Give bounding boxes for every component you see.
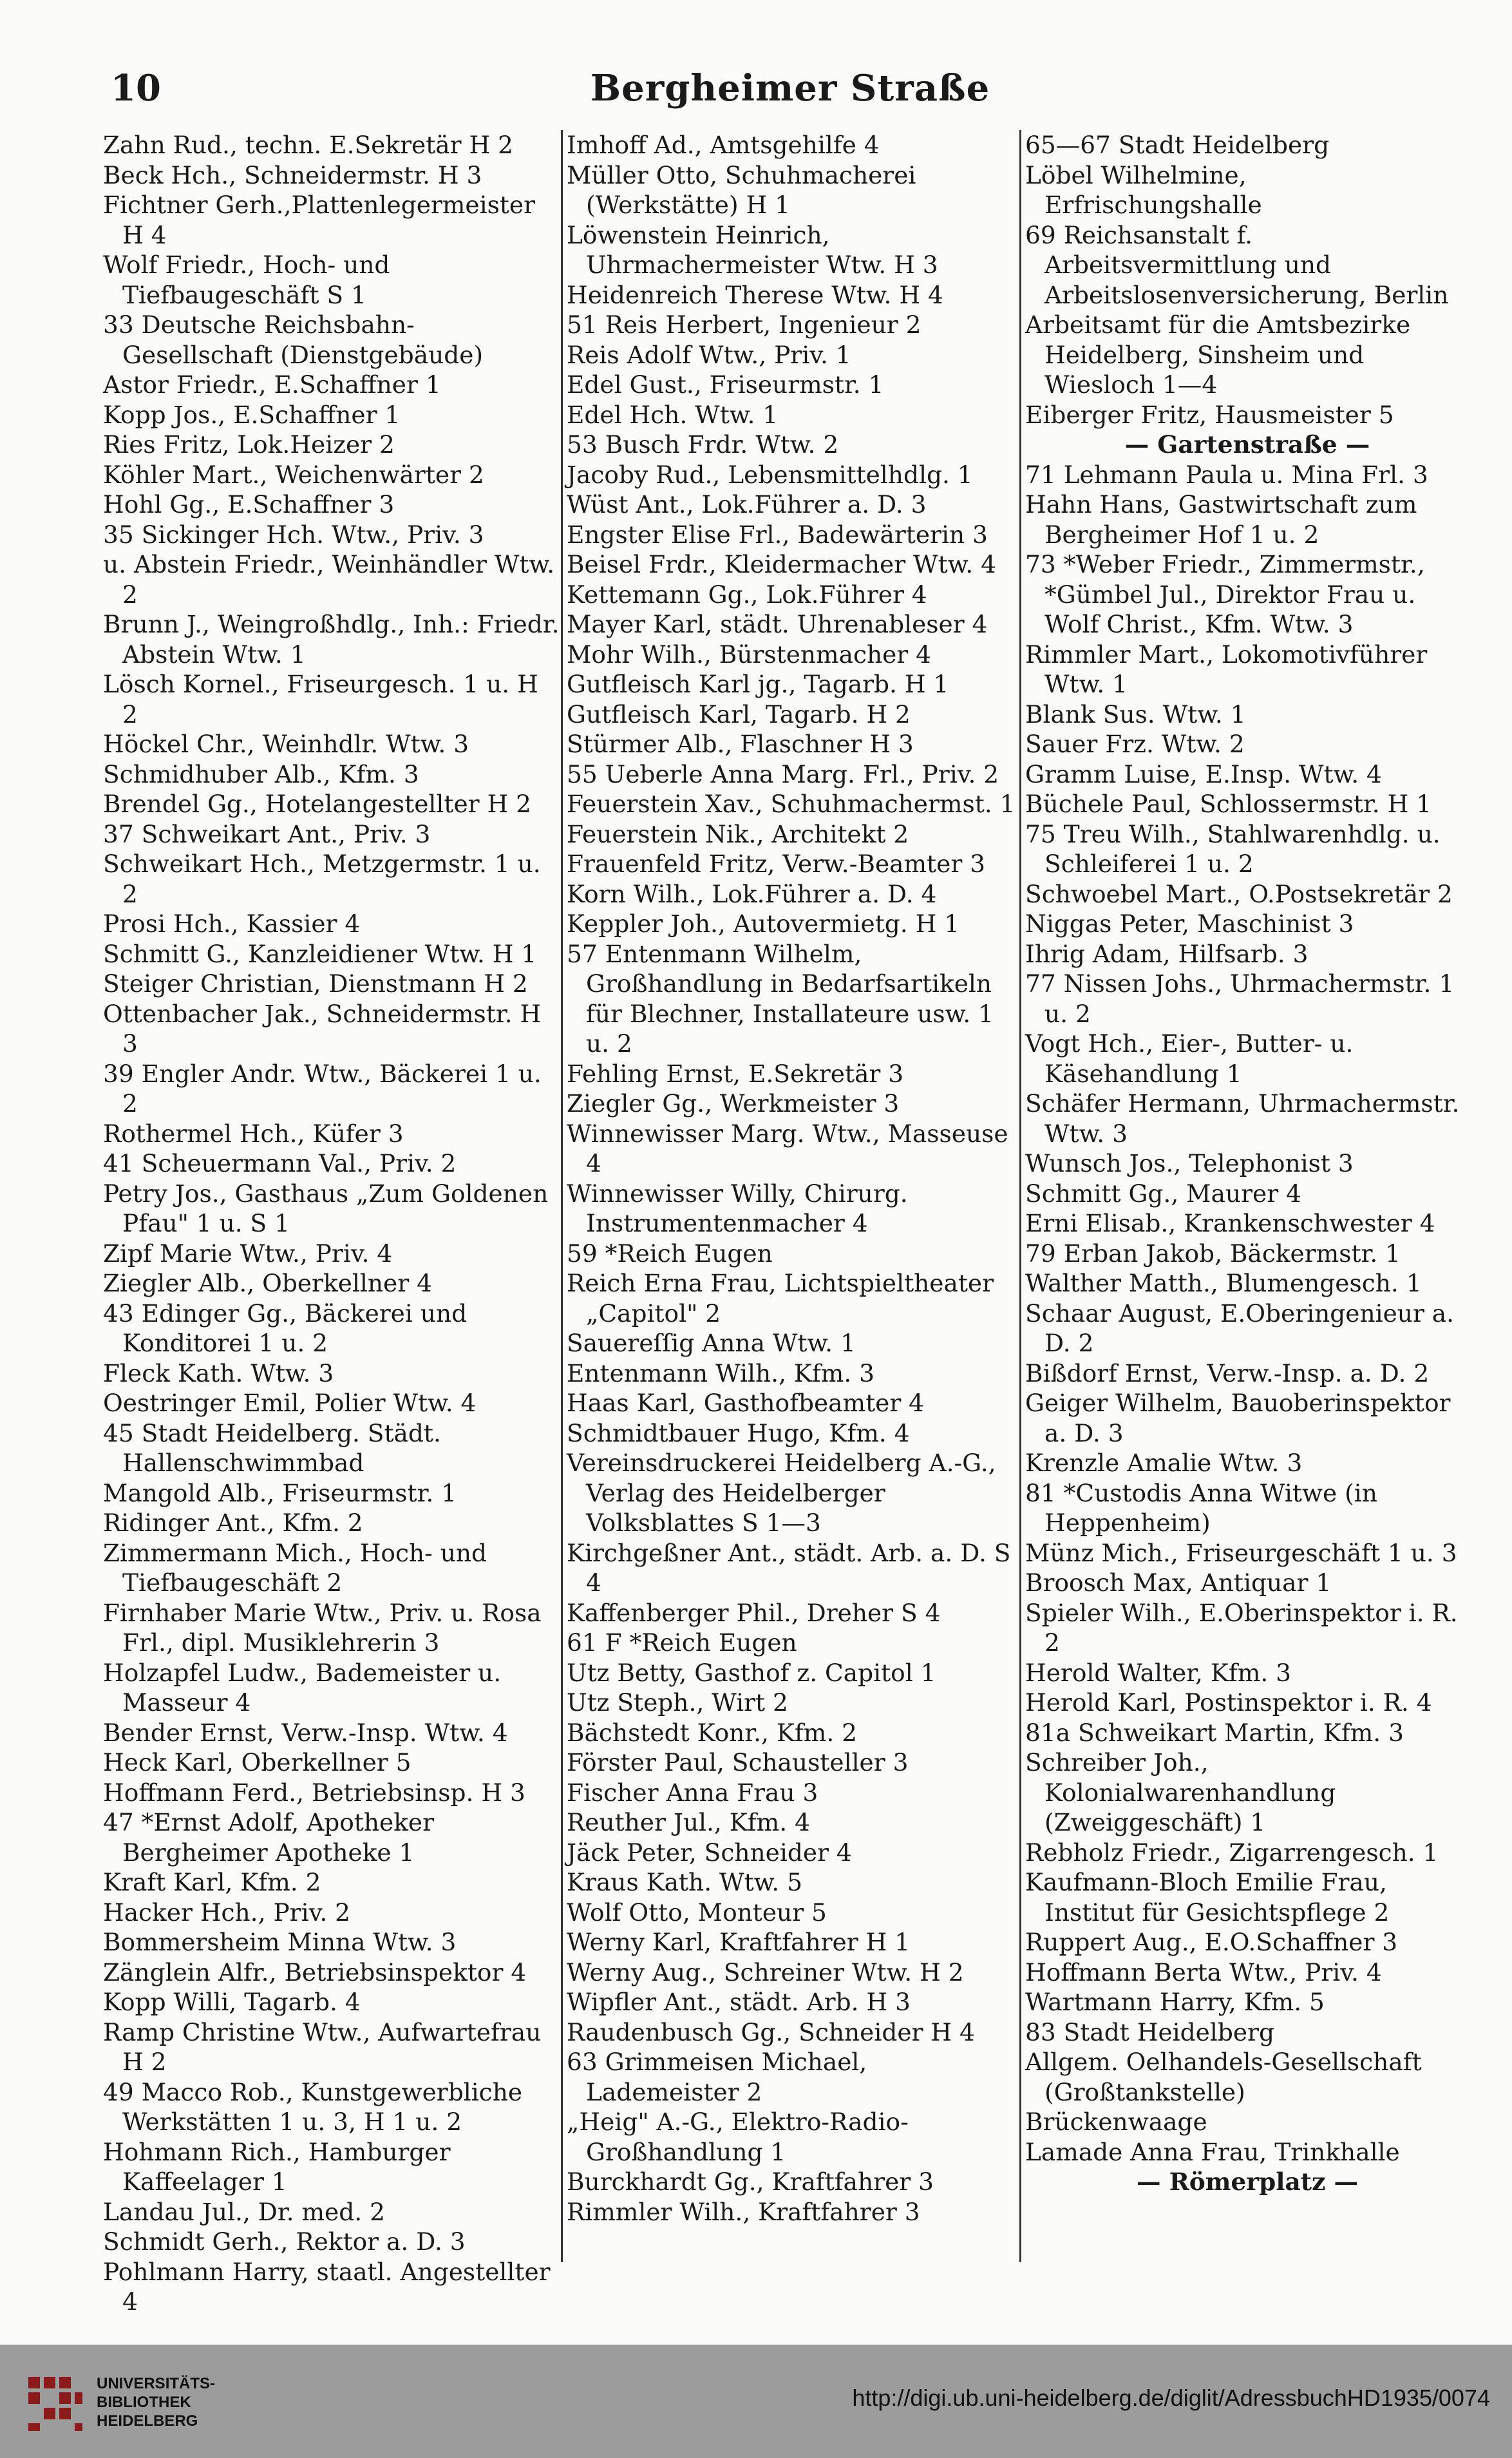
- directory-entry: Prosi Hch., Kassier 4: [103, 910, 361, 938]
- directory-entry: — Gartenstraße —: [1124, 430, 1370, 459]
- directory-entry: Utz Steph., Wirt 2: [567, 1688, 788, 1717]
- directory-entry: Zahn Rud., techn. E.Sekretär H 2: [103, 131, 513, 159]
- directory-entry: Förster Paul, Schausteller 3: [567, 1748, 909, 1777]
- directory-entry: Arbeitsamt für die Amtsbezirke Heidelberg, Sinsheim und Wiesloch 1—4: [1025, 310, 1411, 399]
- directory-entry: Bender Ernst, Verw.-Insp. Wtw. 4: [103, 1718, 508, 1747]
- directory-entry: Allgem. Oelhandels-Gesellschaft (Großtankstelle): [1025, 2048, 1422, 2106]
- directory-entry: Schreiber Joh., Kolonialwarenhandlung (Zweiggeschäft) 1: [1025, 1748, 1336, 1836]
- directory-entry: Keppler Joh., Autovermietg. H 1: [567, 910, 960, 938]
- directory-entry: Köhler Mart., Weichenwärter 2: [103, 460, 484, 489]
- directory-entry: Ramp Christine Wtw., Aufwartefrau H 2: [103, 2017, 542, 2076]
- directory-entry: 81 *Custodis Anna Witwe (in Heppenheim): [1025, 1478, 1377, 1537]
- directory-entry: 81a Schweikart Martin, Kfm. 3: [1025, 1718, 1404, 1747]
- directory-entry: Kopp Willi, Tagarb. 4: [103, 1988, 361, 2016]
- directory-entry: Rimmler Mart., Lokomotivführer Wtw. 1: [1025, 640, 1428, 698]
- directory-entry: Zänglein Alfr., Betriebsinspektor 4: [103, 1958, 527, 1986]
- directory-entry: Burckhardt Gg., Kraftfahrer 3: [567, 2167, 934, 2196]
- directory-entry: Stürmer Alb., Flaschner H 3: [567, 730, 914, 758]
- directory-entry: Sauer Frz. Wtw. 2: [1025, 730, 1245, 758]
- directory-entry: 59 *Reich Eugen: [567, 1239, 773, 1268]
- directory-entry: Schwoebel Mart., O.Postsekretär 2: [1025, 879, 1453, 908]
- directory-entry: Edel Gust., Friseurmstr. 1: [567, 370, 884, 399]
- directory-entry: Müller Otto, Schuhmacherei (Werkstätte) H 1: [567, 160, 916, 219]
- directory-entry: Petry Jos., Gasthaus „Zum Goldenen Pfau" 1 u. S 1: [103, 1179, 549, 1237]
- directory-entry: Schaar August, E.Oberingenieur a. D. 2: [1025, 1299, 1455, 1357]
- directory-entry: Zipf Marie Wtw., Priv. 4: [103, 1239, 393, 1268]
- column-divider: [1019, 130, 1021, 2262]
- directory-entry: Landau Jul., Dr. med. 2: [103, 2197, 385, 2226]
- directory-entry: Hoffmann Berta Wtw., Priv. 4: [1025, 1958, 1382, 1986]
- directory-entry: Schäfer Hermann, Uhrmachermstr. Wtw. 3: [1025, 1089, 1460, 1148]
- directory-entry: Münz Mich., Friseurgeschäft 1 u. 3: [1025, 1538, 1457, 1567]
- directory-entry: Winnewisser Marg. Wtw., Masseuse 4: [567, 1119, 1008, 1177]
- viewer-footer: [0, 2345, 1512, 2458]
- directory-entry: Fleck Kath. Wtw. 3: [103, 1358, 334, 1387]
- directory-entry: Korn Wilh., Lok.Führer a. D. 4: [567, 879, 937, 908]
- directory-entry: 69 Reichsanstalt f. Arbeitsvermittlung und Arbeitslosenversicherung, Berlin: [1025, 220, 1449, 309]
- directory-entry: Höckel Chr., Weinhdlr. Wtw. 3: [103, 730, 469, 758]
- directory-entry: Haas Karl, Gasthofbeamter 4: [567, 1389, 925, 1417]
- directory-entry: 41 Scheuermann Val., Priv. 2: [103, 1149, 457, 1177]
- directory-entry: Geiger Wilhelm, Bauoberinspektor a. D. 3: [1025, 1389, 1451, 1447]
- directory-entry: Holzapfel Ludw., Bademeister u. Masseur 4: [103, 1658, 502, 1717]
- directory-entry: Krenzle Amalie Wtw. 3: [1025, 1449, 1303, 1477]
- directory-entry: 61 F *Reich Eugen: [567, 1628, 797, 1657]
- directory-entry: Ottenbacher Jak., Schneidermstr. H 3: [103, 999, 542, 1058]
- directory-entry: Brendel Gg., Hotelangestellter H 2: [103, 790, 531, 818]
- directory-entry: Spieler Wilh., E.Oberinspektor i. R. 2: [1025, 1598, 1458, 1657]
- directory-entry: 73 *Weber Friedr., Zimmermstr., *Gümbel Jul., Direktor Frau u. Wolf Christ., Kfm. Wtw. 3: [1025, 550, 1425, 638]
- directory-entry: Wartmann Harry, Kfm. 5: [1025, 1988, 1325, 2016]
- directory-entry: 53 Busch Frdr. Wtw. 2: [567, 430, 839, 459]
- directory-entry: Astor Friedr., E.Schaffner 1: [103, 370, 441, 399]
- directory-entry: Brunn J., Weingroßhdlg., Inh.: Friedr. Abstein Wtw. 1: [103, 610, 560, 669]
- directory-entry: Kettemann Gg., Lok.Führer 4: [567, 580, 927, 609]
- directory-column-1: [103, 130, 560, 2316]
- directory-entry: 45 Stadt Heidelberg. Städt. Hallenschwimmbad: [103, 1418, 441, 1477]
- directory-entry: Lamade Anna Frau, Trinkhalle: [1025, 2137, 1400, 2166]
- directory-entry: Wüst Ant., Lok.Führer a. D. 3: [567, 490, 927, 519]
- directory-entry: 43 Edinger Gg., Bäckerei und Konditorei 1 u. 2: [103, 1299, 468, 1357]
- directory-entry: Wipfler Ant., städt. Arb. H 3: [567, 1988, 911, 2016]
- directory-entry: Wolf Otto, Monteur 5: [567, 1898, 827, 1927]
- directory-entry: Niggas Peter, Maschinist 3: [1025, 910, 1354, 938]
- directory-entry: Vogt Hch., Eier-, Butter- u. Käsehandlung 1: [1025, 1029, 1354, 1088]
- directory-entry: Firnhaber Marie Wtw., Priv. u. Rosa Frl., dipl. Musiklehrerin 3: [103, 1598, 542, 1657]
- directory-entry: — Römerplatz —: [1137, 2167, 1358, 2196]
- library-name: [97, 2374, 264, 2430]
- directory-entry: Ziegler Alb., Oberkellner 4: [103, 1269, 432, 1297]
- directory-entry: Rothermel Hch., Küfer 3: [103, 1119, 404, 1148]
- directory-entry: Ruppert Aug., E.O.Schaffner 3: [1025, 1928, 1398, 1956]
- directory-entry: Fischer Anna Frau 3: [567, 1778, 818, 1807]
- directory-entry: Kopp Jos., E.Schaffner 1: [103, 400, 401, 429]
- directory-entry: 75 Treu Wilh., Stahlwarenhdlg. u. Schleiferei 1 u. 2: [1025, 819, 1441, 878]
- directory-entry: u. Abstein Friedr., Weinhändler Wtw. 2: [103, 550, 555, 609]
- directory-entry: Kirchgeßner Ant., städt. Arb. a. D. S 4: [567, 1538, 1011, 1597]
- directory-entry: Heidenreich Therese Wtw. H 4: [567, 280, 943, 309]
- directory-entry: 49 Macco Rob., Kunstgewerbliche Werkstätten 1 u. 3, H 1 u. 2: [103, 2077, 523, 2136]
- directory-entry: 63 Grimmeisen Michael, Lademeister 2: [567, 2048, 867, 2106]
- directory-entry: Oestringer Emil, Polier Wtw. 4: [103, 1389, 477, 1417]
- directory-entry: Schmidhuber Alb., Kfm. 3: [103, 759, 419, 788]
- directory-entry: Bächstedt Konr., Kfm. 2: [567, 1718, 858, 1747]
- directory-entry: 57 Entenmann Wilhelm, Großhandlung in Bedarfsartikeln für Blechner, Installateure usw. 1 u. 2: [567, 939, 994, 1058]
- library-name-line: HEIDELBERG: [97, 2412, 198, 2430]
- directory-entry: 39 Engler Andr. Wtw., Bäckerei 1 u. 2: [103, 1059, 542, 1118]
- directory-entry: 47 *Ernst Adolf, Apotheker Bergheimer Apotheke 1: [103, 1808, 435, 1867]
- directory-entry: 51 Reis Herbert, Ingenieur 2: [567, 310, 921, 339]
- directory-entry: Zimmermann Mich., Hoch- und Tiefbaugeschäft 2: [103, 1538, 487, 1597]
- directory-entry: Entenmann Wilh., Kfm. 3: [567, 1358, 875, 1387]
- directory-entry: Kaufmann-Bloch Emilie Frau, Institut für Gesichtspflege 2: [1025, 1868, 1390, 1927]
- directory-entry: Herold Karl, Postinspektor i. R. 4: [1025, 1688, 1432, 1717]
- directory-entry: Sauereſſig Anna Wtw. 1: [567, 1329, 856, 1357]
- directory-entry: Vereinsdruckerei Heidelberg A.-G., Verlag des Heidelberger Volksblattes S 1—3: [567, 1449, 996, 1537]
- directory-entry: Wolf Friedr., Hoch- und Tiefbaugeschäft S 1: [103, 251, 390, 309]
- directory-entry: Ziegler Gg., Werkmeister 3: [567, 1089, 900, 1118]
- directory-entry: Jacoby Rud., Lebensmittelhdlg. 1: [567, 460, 973, 489]
- directory-column-2: [567, 130, 1017, 2262]
- directory-entry: Schweikart Hch., Metzgermstr. 1 u. 2: [103, 850, 541, 908]
- directory-entry: Beisel Frdr., Kleidermacher Wtw. 4: [567, 550, 996, 578]
- directory-entry: Löwenstein Heinrich, Uhrmachermeister Wtw. H 3: [567, 220, 938, 279]
- directory-entry: 35 Sickinger Hch. Wtw., Priv. 3: [103, 520, 484, 549]
- directory-column-3: [1025, 130, 1469, 2262]
- directory-entry: 33 Deutsche Reichsbahn-Gesellschaft (Dienstgebäude): [103, 310, 484, 369]
- directory-entry: 65—67 Stadt Heidelberg: [1025, 131, 1330, 159]
- directory-entry: Mayer Karl, städt. Uhrenableser 4: [567, 610, 988, 638]
- directory-entry: Reis Adolf Wtw., Priv. 1: [567, 340, 851, 369]
- directory-entry: Lösch Kornel., Friseurgesch. 1 u. H 2: [103, 670, 538, 729]
- directory-entry: Bißdorf Ernst, Verw.-Insp. a. D. 2: [1025, 1358, 1430, 1387]
- directory-entry: 83 Stadt Heidelberg: [1025, 2017, 1274, 2046]
- directory-entry: Kaffenberger Phil., Dreher S 4: [567, 1598, 941, 1627]
- directory-entry: Walther Matth., Blumengesch. 1: [1025, 1269, 1422, 1297]
- directory-entry: Hohmann Rich., Hamburger Kaffeelager 1: [103, 2137, 451, 2196]
- page-header: [111, 62, 1469, 120]
- directory-entry: Feuerstein Nik., Architekt 2: [567, 819, 909, 848]
- directory-entry: Edel Hch. Wtw. 1: [567, 400, 779, 429]
- directory-entry: Werny Aug., Schreiner Wtw. H 2: [567, 1958, 964, 1986]
- directory-entry: Gutfleisch Karl, Tagarb. H 2: [567, 700, 911, 729]
- directory-entry: Werny Karl, Kraftfahrer H 1: [567, 1928, 911, 1956]
- directory-entry: Ridinger Ant., Kfm. 2: [103, 1509, 363, 1537]
- directory-entry: Engster Elise Frl., Badewärterin 3: [567, 520, 988, 549]
- directory-entry: „Heig" A.-G., Elektro-Radio-Großhandlung 1: [567, 2108, 909, 2166]
- directory-entry: Gramm Luise, E.Insp. Wtw. 4: [1025, 759, 1382, 788]
- university-library-logo-icon: [24, 2373, 86, 2435]
- directory-entry: Reich Erna Frau, Lichtspieltheater „Capitol" 2: [567, 1269, 994, 1328]
- directory-entry: Schmidt Gerh., Rektor a. D. 3: [103, 2227, 466, 2256]
- directory-entry: Herold Walter, Kfm. 3: [1025, 1658, 1292, 1687]
- directory-entry: Büchele Paul, Schlossermstr. H 1: [1025, 790, 1432, 818]
- directory-entry: Hacker Hch., Priv. 2: [103, 1898, 351, 1927]
- directory-entry: Blank Sus. Wtw. 1: [1025, 700, 1246, 729]
- directory-entry: Mangold Alb., Friseurmstr. 1: [103, 1478, 457, 1507]
- directory-entry: Schmitt Gg., Maurer 4: [1025, 1179, 1301, 1208]
- directory-entry: Ries Fritz, Lok.Heizer 2: [103, 430, 395, 459]
- directory-entry: 55 Ueberle Anna Marg. Frl., Priv. 2: [567, 759, 999, 788]
- directory-entry: Schmidtbauer Hugo, Kfm. 4: [567, 1418, 910, 1447]
- directory-entry: Schmitt G., Kanzleidiener Wtw. H 1: [103, 939, 537, 968]
- directory-entry: Steiger Christian, Dienstmann H 2: [103, 969, 528, 998]
- directory-entry: Beck Hch., Schneidermstr. H 3: [103, 160, 482, 189]
- library-name-line: UNIVERSITÄTS-: [97, 2375, 216, 2392]
- directory-entry: Bommersheim Minna Wtw. 3: [103, 1928, 457, 1956]
- library-name-line: BIBLIOTHEK: [97, 2394, 191, 2411]
- directory-entry: Raudenbusch Gg., Schneider H 4: [567, 2017, 975, 2046]
- directory-entry: Hohl Gg., E.Schaffner 3: [103, 490, 395, 519]
- directory-entry: Mohr Wilh., Bürstenmacher 4: [567, 640, 932, 669]
- directory-entry: 71 Lehmann Paula u. Mina Frl. 3: [1025, 460, 1428, 489]
- directory-entry: Imhoff Ad., Amtsgehilfe 4: [567, 131, 880, 159]
- directory-entry: 77 Nissen Johs., Uhrmachermstr. 1 u. 2: [1025, 969, 1455, 1028]
- directory-entry: 79 Erban Jakob, Bäckermstr. 1: [1025, 1239, 1401, 1268]
- directory-entry: Kraft Karl, Kfm. 2: [103, 1868, 321, 1896]
- directory-entry: Brückenwaage: [1025, 2108, 1207, 2136]
- directory-entry: Heck Karl, Oberkellner 5: [103, 1748, 411, 1777]
- column-divider: [561, 130, 563, 2262]
- directory-entry: Jäck Peter, Schneider 4: [567, 1838, 852, 1867]
- directory-entry: Löbel Wilhelmine, Erfrischungshalle: [1025, 160, 1262, 219]
- directory-entry: Eiberger Fritz, Hausmeister 5: [1025, 400, 1394, 429]
- directory-entry: Rimmler Wilh., Kraftfahrer 3: [567, 2197, 920, 2226]
- directory-entry: Wunsch Jos., Telephonist 3: [1025, 1149, 1354, 1177]
- street-title: Bergheimer Straße: [590, 67, 990, 110]
- page-number: 10: [111, 67, 161, 110]
- directory-entry: Hahn Hans, Gastwirtschaft zum Bergheimer Hof 1 u. 2: [1025, 490, 1417, 549]
- directory-entry: Pohlmann Harry, staatl. Angestellter 4: [103, 2257, 551, 2316]
- source-url-link[interactable]: http://digi.ub.uni-heidelberg.de/diglit/AdressbuchHD1935/0074: [852, 2385, 1490, 2411]
- directory-entry: Feuerstein Xav., Schuhmachermst. 1: [567, 790, 1016, 818]
- directory-entry: Gutfleisch Karl jg., Tagarb. H 1: [567, 670, 949, 698]
- directory-entry: Hoffmann Ferd., Betriebsinsp. H 3: [103, 1778, 525, 1807]
- directory-entry: Kraus Kath. Wtw. 5: [567, 1868, 803, 1896]
- directory-entry: Broosch Max, Antiquar 1: [1025, 1568, 1332, 1597]
- directory-entry: Reuther Jul., Kfm. 4: [567, 1808, 810, 1836]
- directory-entry: 37 Schweikart Ant., Priv. 3: [103, 819, 431, 848]
- directory-entry: Rebholz Friedr., Zigarrengesch. 1: [1025, 1838, 1439, 1867]
- directory-entry: Ihrig Adam, Hilfsarb. 3: [1025, 939, 1309, 968]
- directory-entry: Erni Elisab., Krankenschwester 4: [1025, 1209, 1435, 1237]
- directory-entry: Winnewisser Willy, Chirurg. Instrumentenmacher 4: [567, 1179, 908, 1237]
- directory-entry: Fichtner Gerh.,Plattenlegermeister H 4: [103, 191, 536, 249]
- directory-entry: Frauenfeld Fritz, Verw.-Beamter 3: [567, 850, 986, 878]
- directory-entry: Fehling Ernst, E.Sekretär 3: [567, 1059, 904, 1088]
- directory-entry: Utz Betty, Gasthof z. Capitol 1: [567, 1658, 936, 1687]
